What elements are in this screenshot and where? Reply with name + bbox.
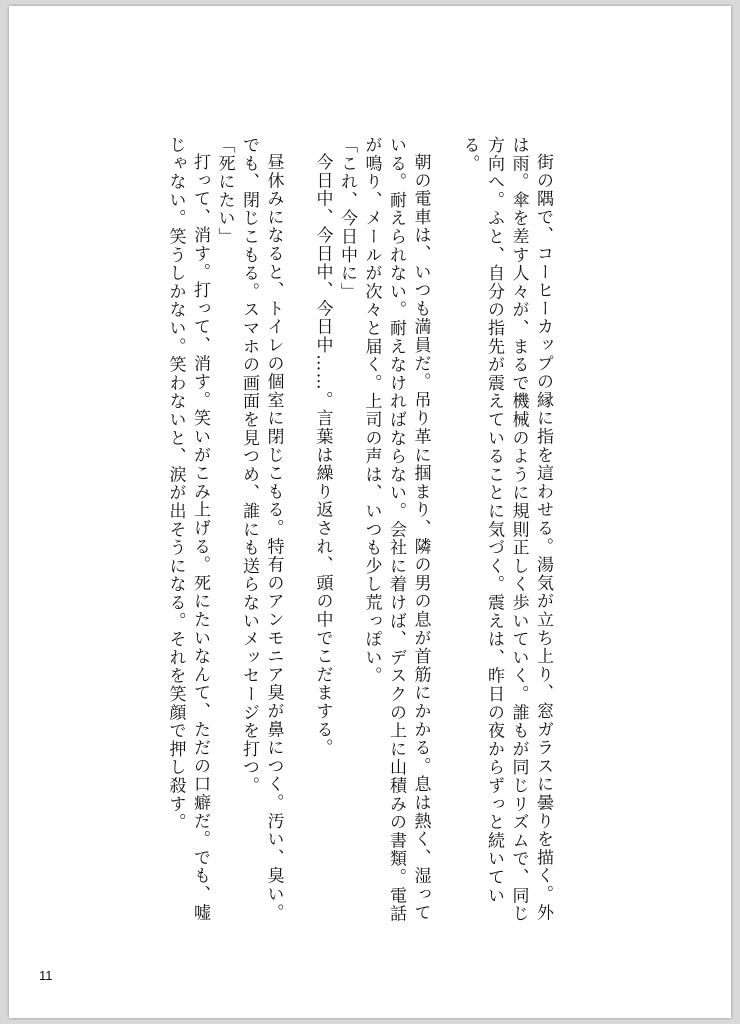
paragraph-4: 今日中、今日中、今日中……。言葉は繰り返され、頭の中でこだまする。 [312, 153, 333, 757]
paragraph-1: 街の隅で、コーヒーカップの縁に指を這わせる。湯気が立ち上り、窓ガラスに曇りを描く。外は雨。傘を差す人々が、まるで機械のように規則正しく歩いていく。誰もが同じリズムで、同じ方向へ。ふと、自分の指先が震えていることに気づく。震えは、昨日の夜からずっと続いている。 [459, 136, 553, 923]
book-page [9, 6, 731, 1018]
paragraph-3-quote: 「これ、今日中に」 [337, 136, 357, 301]
paragraph-7: 打って、消す。打って、消す。笑いがこみ上げる。死にたいなんて、ただの口癖だ。でも、嘘じゃない。笑うしかない。笑わないと、涙が出そうになる。それを笑顔で押し殺す。 [165, 136, 210, 922]
paragraph-6-quote: 「死にたい」 [214, 136, 235, 246]
vertical-text-block [115, 136, 555, 926]
paragraph-2: 朝の電車は、いつも満員だ。吊り革に掴まり、隣の男の息が首筋にかかる。息は熱く、湿っている。耐えられない。耐えなければならない。会社に着けば、デスクの上に山積みの書類。電話が鳴り、メールが次々と届く。上司の声は、いつも少し荒っぽい。 [361, 136, 431, 923]
page-number: 11 [39, 968, 53, 983]
paragraph-5: 昼休みになると、トイレの個室に閉じこもる。特有のアンモニア臭が鼻につく。汚い、臭い。でも、閉じこもる。スマホの画面を見つめ、誰にも送らないメッセージを打つ。 [239, 136, 284, 922]
